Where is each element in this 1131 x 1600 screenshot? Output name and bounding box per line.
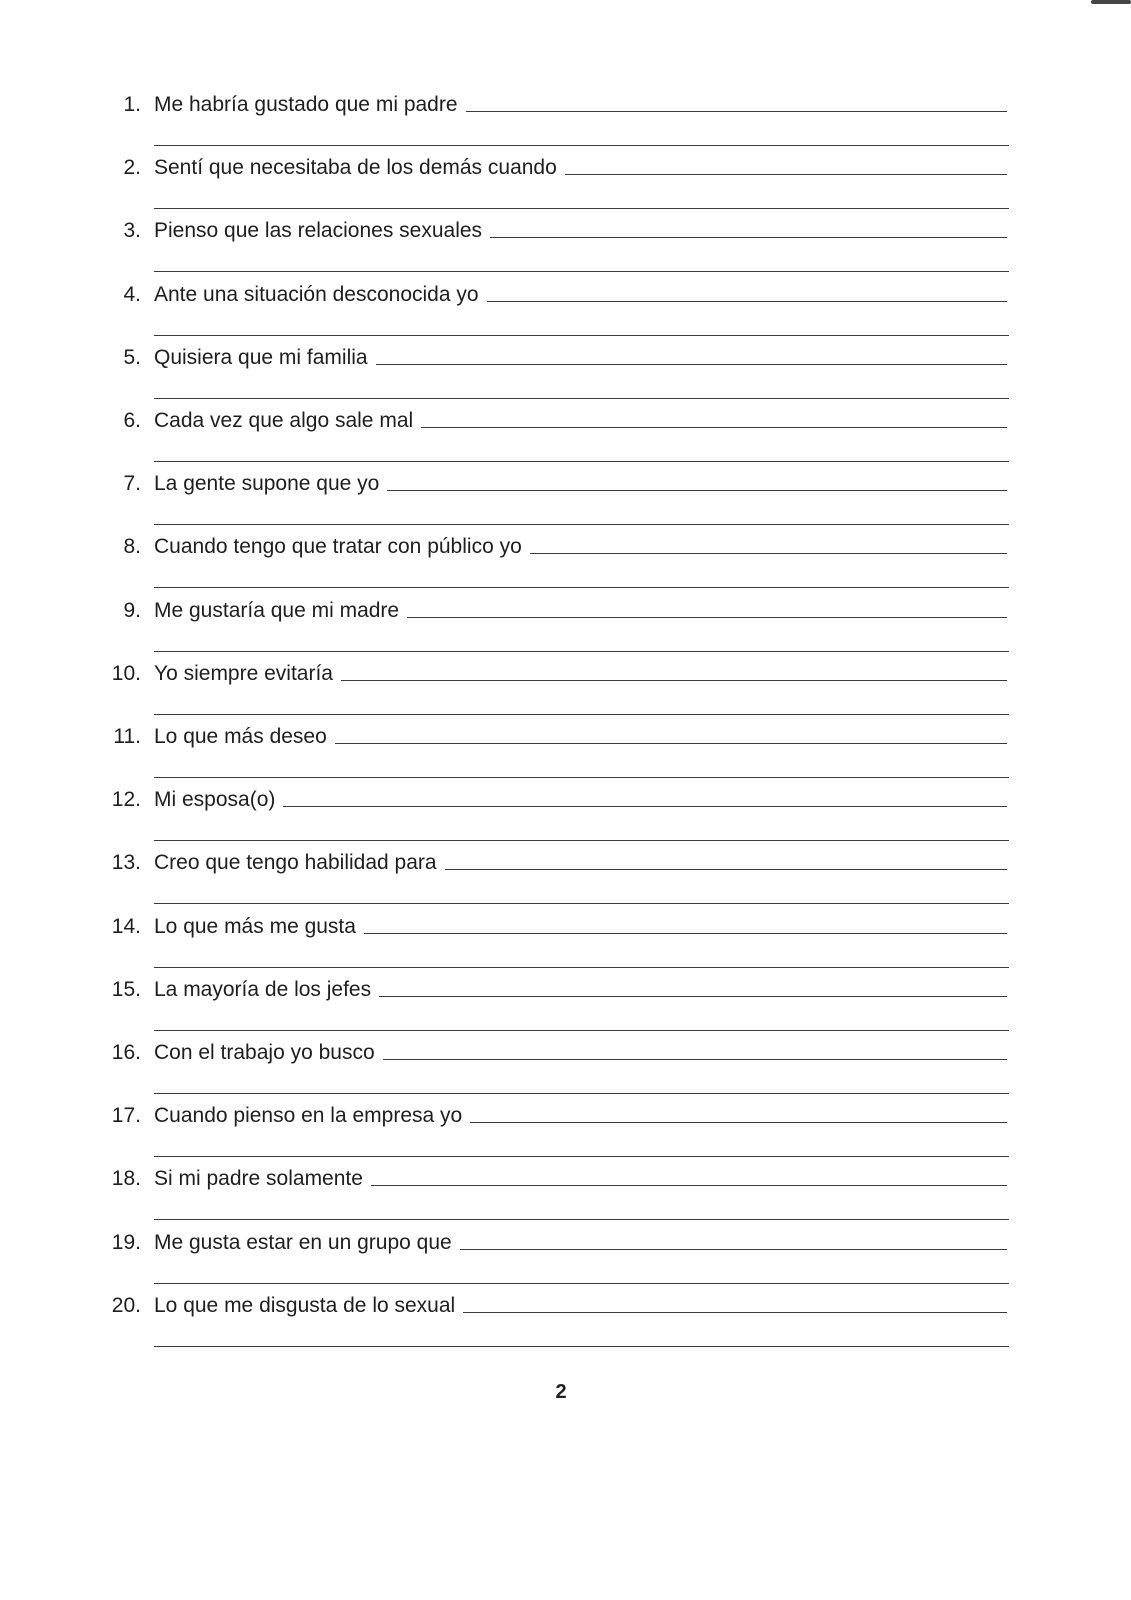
answer-line-2[interactable] bbox=[154, 714, 1009, 715]
list-item bbox=[0, 661, 1131, 724]
item-prompt: Si mi padre solamente bbox=[154, 1167, 363, 1191]
item-number: 7. bbox=[123, 472, 141, 496]
item-number: 2. bbox=[123, 156, 141, 180]
item-number: 3. bbox=[123, 219, 141, 243]
list-item bbox=[0, 1293, 1131, 1356]
answer-line-2[interactable] bbox=[154, 587, 1009, 588]
item-prompt: Ante una situación desconocida yo bbox=[154, 282, 479, 306]
list-item bbox=[0, 724, 1131, 787]
prompt-row bbox=[154, 282, 1007, 308]
prompt-row bbox=[154, 850, 1007, 876]
answer-line-1[interactable] bbox=[376, 364, 1007, 365]
answer-line-2[interactable] bbox=[154, 651, 1009, 652]
answer-line-1[interactable] bbox=[335, 743, 1007, 744]
answer-line-1[interactable] bbox=[371, 1185, 1007, 1186]
item-prompt: Quisiera que mi familia bbox=[154, 345, 368, 369]
prompt-row bbox=[154, 1040, 1007, 1066]
answer-line-1[interactable] bbox=[421, 427, 1007, 428]
answer-line-1[interactable] bbox=[383, 1059, 1007, 1060]
list-item bbox=[0, 1166, 1131, 1229]
item-number: 15. bbox=[111, 977, 141, 1001]
item-number: 16. bbox=[111, 1041, 141, 1064]
prompt-row bbox=[154, 787, 1007, 813]
item-prompt: La mayoría de los jefes bbox=[154, 977, 372, 1001]
answer-line-2[interactable] bbox=[154, 461, 1009, 462]
list-item bbox=[0, 1230, 1131, 1293]
item-prompt: Cuando tengo que tratar con público yo bbox=[154, 535, 522, 559]
item-number: 4. bbox=[123, 282, 141, 306]
list-item bbox=[0, 1103, 1131, 1166]
item-number: 1. bbox=[123, 93, 141, 116]
item-prompt: Lo que más me gusta bbox=[154, 914, 356, 938]
prompt-row bbox=[154, 1293, 1007, 1319]
item-prompt: Me gustaría que mi madre bbox=[154, 598, 400, 622]
prompt-row bbox=[154, 92, 1007, 118]
list-item bbox=[0, 598, 1131, 661]
answer-line-1[interactable] bbox=[341, 680, 1007, 681]
answer-line-2[interactable] bbox=[154, 903, 1009, 904]
item-prompt: Sentí que necesitaba de los demás cuando bbox=[154, 156, 557, 180]
prompt-row bbox=[154, 914, 1007, 940]
answer-line-1[interactable] bbox=[379, 996, 1007, 997]
item-prompt: La gente supone que yo bbox=[154, 472, 380, 496]
item-prompt: Yo siempre evitaría bbox=[154, 661, 333, 685]
prompt-row bbox=[154, 218, 1007, 244]
answer-line-2[interactable] bbox=[154, 335, 1009, 336]
item-number: 18. bbox=[111, 1167, 141, 1191]
item-number: 8. bbox=[123, 535, 141, 559]
answer-line-1[interactable] bbox=[445, 869, 1007, 870]
item-number: 12. bbox=[111, 788, 141, 812]
item-prompt: Me gusta estar en un grupo que bbox=[154, 1230, 452, 1254]
answer-line-1[interactable] bbox=[490, 237, 1007, 238]
answer-line-1[interactable] bbox=[460, 1249, 1007, 1250]
list-item bbox=[0, 914, 1131, 977]
answer-line-1[interactable] bbox=[463, 1312, 1007, 1313]
list-item bbox=[0, 345, 1131, 408]
list-item bbox=[0, 282, 1131, 345]
list-item bbox=[0, 850, 1131, 913]
prompt-row bbox=[154, 345, 1007, 371]
prompt-row bbox=[154, 408, 1007, 434]
item-prompt: Lo que más deseo bbox=[154, 725, 327, 748]
prompt-row bbox=[154, 471, 1007, 497]
item-number: 20. bbox=[111, 1293, 141, 1317]
list-item bbox=[0, 408, 1131, 471]
answer-line-1[interactable] bbox=[470, 1122, 1007, 1123]
item-prompt: Cuando pienso en la empresa yo bbox=[154, 1104, 463, 1128]
item-number: 19. bbox=[111, 1230, 141, 1254]
answer-line-2[interactable] bbox=[154, 398, 1009, 399]
item-prompt: Creo que tengo habilidad para bbox=[154, 851, 437, 875]
answer-line-2[interactable] bbox=[154, 1156, 1009, 1157]
item-number: 10. bbox=[111, 661, 141, 685]
answer-line-1[interactable] bbox=[487, 301, 1007, 302]
answer-line-2[interactable] bbox=[154, 1219, 1009, 1220]
item-prompt: Lo que me disgusta de lo sexual bbox=[154, 1293, 456, 1317]
item-prompt: Con el trabajo yo busco bbox=[154, 1041, 375, 1064]
prompt-row bbox=[154, 155, 1007, 181]
answer-line-2[interactable] bbox=[154, 967, 1009, 968]
answer-line-2[interactable] bbox=[154, 777, 1009, 778]
prompt-row bbox=[154, 1230, 1007, 1256]
prompt-row bbox=[154, 1103, 1007, 1129]
item-number: 17. bbox=[111, 1104, 141, 1128]
answer-line-2[interactable] bbox=[154, 145, 1009, 146]
answer-line-1[interactable] bbox=[283, 806, 1007, 807]
answer-line-2[interactable] bbox=[154, 1283, 1009, 1284]
prompt-row bbox=[154, 724, 1007, 750]
answer-line-2[interactable] bbox=[154, 271, 1009, 272]
answer-line-1[interactable] bbox=[407, 617, 1007, 618]
item-number: 14. bbox=[111, 914, 141, 938]
answer-line-1[interactable] bbox=[364, 933, 1007, 934]
list-item bbox=[0, 1040, 1131, 1103]
answer-line-2[interactable] bbox=[154, 1346, 1009, 1347]
list-item bbox=[0, 787, 1131, 850]
prompt-row bbox=[154, 1166, 1007, 1192]
item-number: 11. bbox=[113, 725, 141, 748]
item-prompt: Pienso que las relaciones sexuales bbox=[154, 219, 483, 243]
answer-line-1[interactable] bbox=[565, 174, 1007, 175]
item-number: 13. bbox=[111, 851, 141, 875]
item-number: 6. bbox=[123, 409, 141, 432]
page-number: 2 bbox=[555, 1381, 567, 1403]
item-number: 5. bbox=[123, 345, 141, 369]
list-item bbox=[0, 534, 1131, 597]
item-number: 9. bbox=[123, 598, 141, 622]
list-item bbox=[0, 92, 1131, 155]
item-prompt: Me habría gustado que mi padre bbox=[154, 93, 458, 116]
prompt-row bbox=[154, 977, 1007, 1003]
answer-line-2[interactable] bbox=[154, 524, 1009, 525]
answer-line-2[interactable] bbox=[154, 1093, 1009, 1094]
prompt-row bbox=[154, 534, 1007, 560]
list-item bbox=[0, 218, 1131, 281]
answer-line-1[interactable] bbox=[530, 553, 1007, 554]
answer-line-1[interactable] bbox=[387, 490, 1007, 491]
list-item bbox=[0, 155, 1131, 218]
answer-line-2[interactable] bbox=[154, 208, 1009, 209]
answer-line-1[interactable] bbox=[466, 111, 1007, 112]
answer-line-2[interactable] bbox=[154, 840, 1009, 841]
item-prompt: Mi esposa(o) bbox=[154, 788, 276, 812]
scan-smudge bbox=[1091, 0, 1131, 4]
prompt-row bbox=[154, 598, 1007, 624]
answer-line-2[interactable] bbox=[154, 1030, 1009, 1031]
prompt-row bbox=[154, 661, 1007, 687]
list-item bbox=[0, 977, 1131, 1040]
list-item bbox=[0, 471, 1131, 534]
item-prompt: Cada vez que algo sale mal bbox=[154, 409, 414, 432]
